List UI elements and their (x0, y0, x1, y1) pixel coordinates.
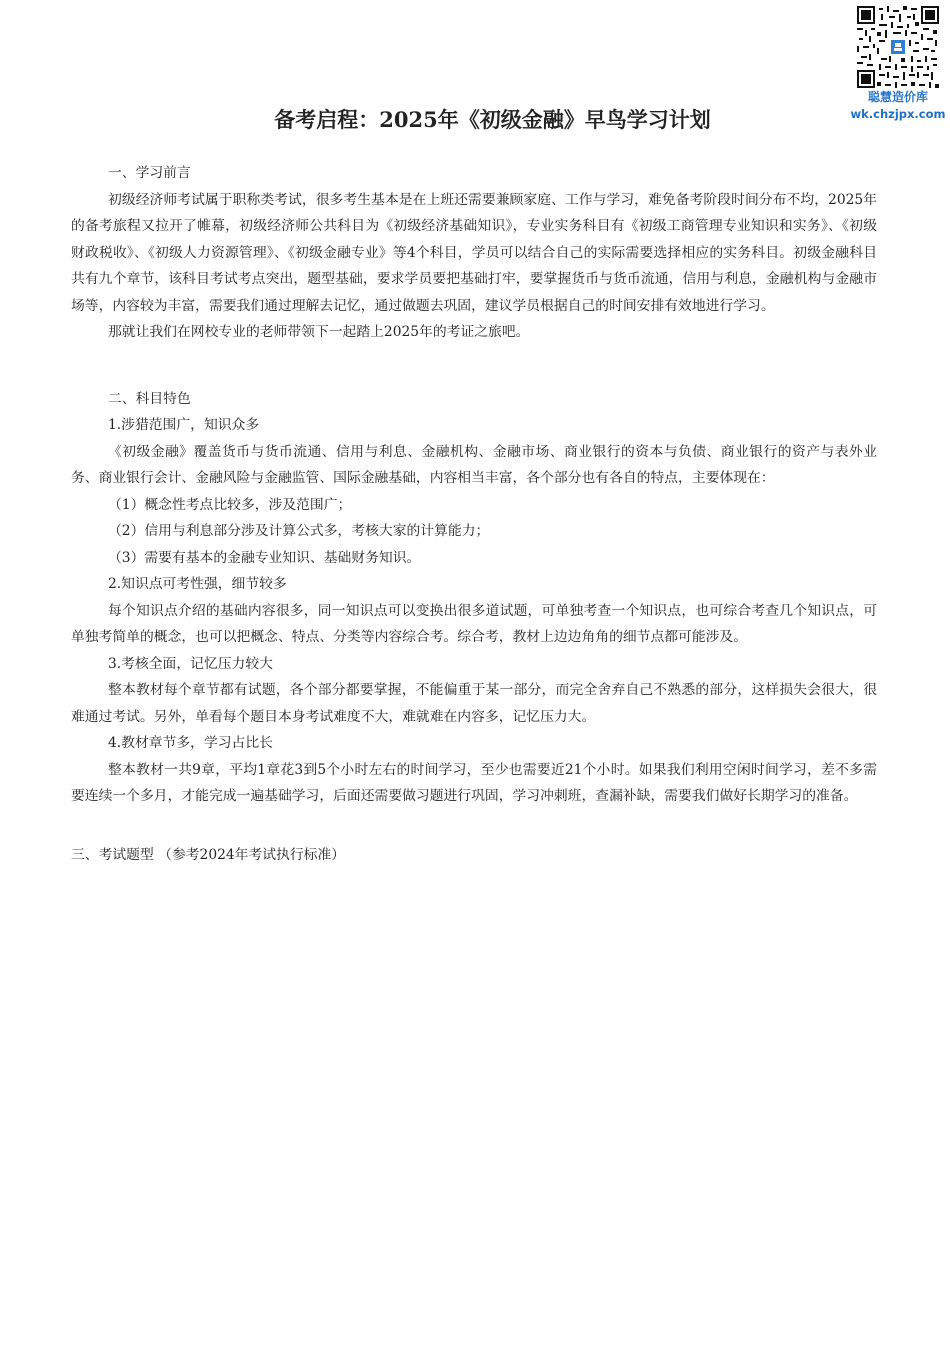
feature-4-title: 4.教材章节多，学习占比长 (108, 735, 273, 751)
brand-url[interactable]: wk.chzjpx.com (850, 107, 946, 121)
feature-2-body: 每个知识点介绍的基础内容很多，同一知识点可以变换出很多道试题，可单独考查一个知识点，也可综合考查几个知识点，可单独考简单的概念，也可以把概念、特点、分类等内容综合考。综合考，教材上边边角角的细节点都可能涉及。 (71, 602, 877, 645)
document-title: 备考启程：2025年《初级金融》早鸟学习计划 (274, 107, 711, 132)
section-heading-features: 二、科目特色 (108, 390, 191, 407)
section-heading-exam: 三、考试题型 （参考2024年考试执行标准） (71, 846, 346, 863)
feature-1-item: （1）概念性考点比较多，涉及范围广； (108, 496, 352, 513)
feature-4-body: 整本教材一共9章，平均1章花3到5个小时左右的时间学习，至少也需要近21个小时。如果我们利用空闲时间学习，差不多需要连续一个多月，才能完成一遍基础学习，后面还需要做习题进行巩固，学习冲刺班，查漏补缺，需要我们做好长期学习的准备。 (71, 761, 877, 804)
feature-1-title: 1.涉猎范围广，知识众多 (108, 417, 260, 433)
feature-3-body: 整本教材每个章节都有试题，各个部分都要掌握，不能偏重于某一部分，而完全舍弃自己不熟悉的部分，这样损失会很大，很难通过考试。另外，单看每个题目本身考试难度不大，难就难在内容多，记忆压力大。 (71, 682, 877, 725)
spacer (71, 810, 877, 842)
brand-name: 聪慧造价库 (867, 90, 928, 104)
section-heading-intro: 一、学习前言 (108, 165, 191, 181)
feature-1-item: （3）需要有基本的金融专业知识、基础财务知识。 (108, 549, 421, 566)
intro-paragraph-1: 初级经济师考试属于职称类考试，很多考生基本是在上班还需要兼顾家庭、工作与学习，难免备考阶段时间分布不均，2025年的备考旅程又拉开了帷幕，初级经济师公共科目为《初级经济基础知识》，专业实务科目有《初级工商管理专业知识和实务》、《初级财政税收》、《初级人力资源管理》、《初级金融专业》等4个科目，学员可以结合自己的实际需要选择相应的实务科目。初级金融科目共有九个章节，该科目考试考点突出，题型基础，要求学员要把基础打牢，要掌握货币与货币流通，信用与利息，金融机构与金融市场等，内容较为丰富，需要我们通过理解去记忆，通过做题去巩固，建议学员根据自己的时间安排有效地进行学习。 (71, 191, 877, 314)
qr-code-icon (857, 6, 939, 88)
feature-3-title: 3.考核全面，记忆压力较大 (108, 655, 273, 672)
feature-2-title: 2.知识点可考性强，细节较多 (108, 576, 287, 592)
document-body (71, 160, 877, 868)
spacer (71, 346, 877, 386)
feature-1-item: （2）信用与利息部分涉及计算公式多，考核大家的计算能力； (108, 523, 490, 539)
intro-paragraph-2: 那就让我们在网校专业的老师带领下一起踏上2025年的考证之旅吧。 (108, 324, 530, 340)
feature-1-body: 《初级金融》覆盖货币与货币流通、信用与利息、金融机构、金融市场、商业银行的资本与负债、商业银行的资产与表外业务、商业银行会计、金融风险与金融监管、国际金融基础，内容相当丰富，各个部分也有各自的特点，主要体现在： (71, 443, 877, 486)
